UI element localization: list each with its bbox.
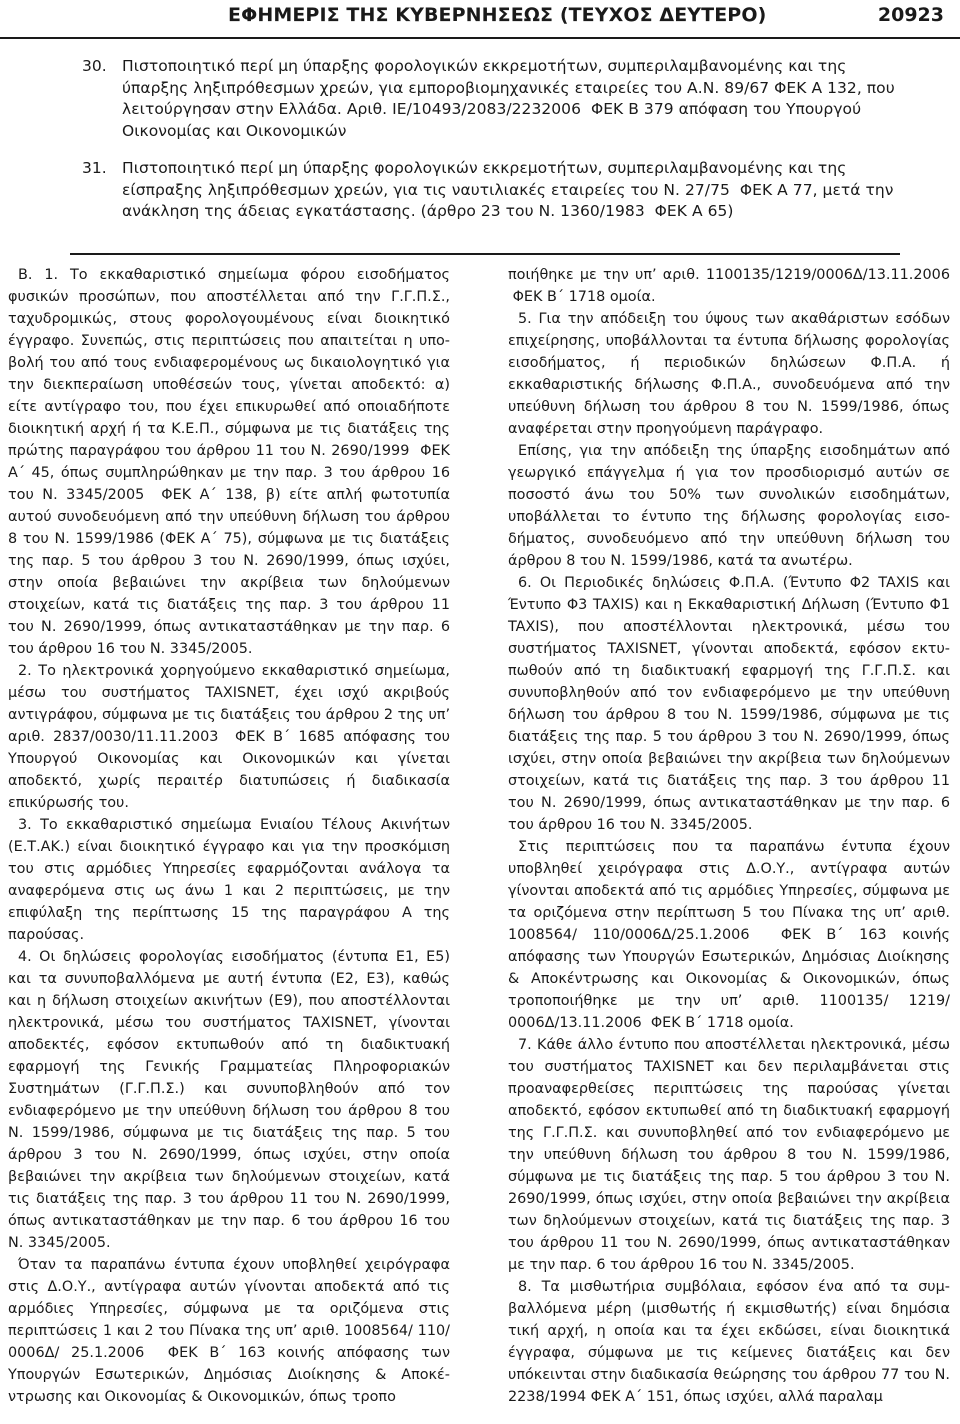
paragraph: 3. Το εκκαθαριστικό σημείωμα Ενιαίου Τέλους Ακινήτων (Ε.Τ.ΑΚ.) είναι διοικητικό έγγραφο και για την προσκόμιση του στις αρμόδιες Υπηρεσίες εφαρμόζονται ανάλογα τα αναφερόμενα στις ως άνω 1 και 2 περιπτώσεις, με την επιφύλαξη της περίπτωσης 15 της παραγράφου Α της παρούσας.	[8, 817, 450, 943]
table-row	[70, 158, 900, 223]
paragraph: 2. Το ηλεκτρονικά χορηγούμενο εκκαθαριστικό σημείωμα, μέσω του συστήματος TAXISNET, έχει ισχύ ακριβούς αντιγράφου, σύμφωνα με τις διατάξεις του άρθρου 2 της υπ’ αριθ. 2837/0030/11.11.2003 ΦΕΚ Β΄ 1685 απόφασης του Υπουργού Οικονομίας και Οικονομικών και γίνεται αποδεκτό, χωρίς περαιτέρ διατυπώσεις ή διαδικασία επικύρωσής του.	[8, 663, 451, 811]
paragraph: ποιήθηκε με την υπ’ αριθ. 1100135/1219/0006Δ/13.11.2006 ΦΕΚ Β΄ 1718 ομοία.	[508, 267, 950, 305]
table-items	[70, 56, 900, 239]
table-bottom-divider	[70, 253, 900, 255]
gazette-title: ΕΦΗΜΕΡΙΣ ΤΗΣ ΚΥΒΕΡΝΗΣΕΩΣ (ΤΕΥΧΟΣ ΔΕΥΤΕΡΟ)	[228, 4, 767, 26]
paragraph: Επίσης, για την απόδειξη της ύπαρξης εισοδημάτων από γεωργικό επάγγελμα ή για τον προσδιορισμό αυτών σε ποσοστό άνω του 50% των συνολικών εισοδημάτων, υποβάλλεται το έντυπο της δήλωσης φορολογίας εισοδήματος, συνοδευόμενο από την υπεύθυνη δήλωση του άρθρου 8 του Ν. 1599/1986, κατά τα ανωτέρω.	[508, 443, 950, 569]
right-column	[508, 264, 950, 1408]
paragraph: Β. 1. Το εκκαθαριστικό σημείωμα φόρου εισοδήματος φυσικών προσώπων, που αποστέλλεται από την Γ.Γ.Π.Σ., ταχυδρομικώς, στους φορολογουμένους είναι διοικητικό έγγραφο. Συνεπώς, στις περιπτώσεις που απαιτείται η υποβολή του από τους ενδιαφερομένους ως δικαιολογητικό για την διεκπεραίωση υποθέσεών τους, γίνεται αποδεκτό: α) είτε αντίγραφο του, που έχει επικυρωθεί από οποιαδήποτε διοικητική αρχή ή τα Κ.Ε.Π., σύμφωνα με τις διατάξεις της πρώτης παραγράφου του άρθρου 11 του Ν. 2690/1999 ΦΕΚ Α΄ 45, όπως συμπληρώθηκαν με την παρ. 3 του άρθρου 16 του Ν. 3345/2005 ΦΕΚ Α΄ 138, β) είτε απλή φωτοτυπία αυτού συνοδευόμενη από την υπεύθυνη δήλωση του άρθρου 8 του Ν. 1599/1986 (ΦΕΚ Α΄ 75), σύμφωνα με τις διατάξεις της παρ. 5 του άρθρου 3 του Ν. 2690/1999, όπως ισχύει, στην οποία βεβαιώνει την ακρίβεια των δηλούμενων στοιχείων, κατά τις διατάξεις της παρ. 3 του άρθρου 11 του Ν. 2690/1999, όπως αντικαταστάθηκαν με την παρ. 6 του άρθρου 16 του Ν. 3345/2005.	[8, 267, 450, 657]
paragraph: 8. Τα μισθωτήρια συμβόλαια, εφόσον ένα από τα συμβαλλόμενα μέρη (μισθωτής ή εκμισθωτής) είναι δημόσια τική αρχή, η οποία και τα έχει εκδώσει, είναι διοικητικά έγγραφα, σύμφωνα με τις κείμενες διατάξεις και δεν υπόκεινται στην διαδικασία θεώρησης του άρθρου 77 του Ν. 2238/1994 ΦΕΚ Α΄ 151, όπως ισχύει, αλλά παραλαμ	[508, 1279, 950, 1405]
row-text: Πιστοποιητικό περί μη ύπαρξης φορολογικών εκκρεμοτήτων, συμπεριλαμβανομένης και της ύπαρξης ληξιπρόθεσμων χρεών, για εμποροβιομηχανικές εταιρείες του Α.Ν. 89/67 ΦΕΚ Α 132, που λειτούργησαν στην Ελλάδα. Αριθ. ΙΕ/10493/2083/2232006 ΦΕΚ Β 379 απόφαση του Υπουργού Οικονομίας και Οικονομικών	[122, 57, 895, 140]
table-row	[70, 56, 900, 142]
left-column	[8, 264, 450, 1408]
row-number: 30.	[82, 57, 107, 75]
paragraph: 5. Για την απόδειξη του ύψους των ακαθάριστων εσόδων επιχείρησης, υποβάλλονται τα έντυπα δήλωσης φορολογίας εισοδήματος, ή περιοδικών δηλώσεων Φ.Π.Α. ή εκκαθαριστικής δήλωσης Φ.Π.Α., συνοδευόμενα από την υπεύθυνη δήλωση του άρθρου 8 του Ν. 1599/1986, όπως αναφέρεται στην προηγούμενη παράγραφο.	[508, 311, 950, 437]
header-divider	[0, 37, 960, 39]
row-text: Πιστοποιητικό περί μη ύπαρξης φορολογικών εκκρεμοτήτων, συμπεριλαμβανομένης και της είσπραξης ληξιπρόθεσμων χρεών, για τις ναυτιλιακές εταιρείες του Ν. 27/75 ΦΕΚ Α 77, μετά την ανάκληση της άδειας εγκατάστασης. (άρθρο 23 του Ν. 1360/1983 ΦΕΚ Α 65)	[122, 159, 894, 220]
paragraph: Όταν τα παραπάνω έντυπα έχουν υποβληθεί χειρόγραφα στις Δ.Ο.Υ., αντίγραφα αυτών γίνονται αποδεκτά από τις αρμόδιες Υπηρεσίες, σύμφωνα με τα οριζόμενα στις περιπτώσεις 1 και 2 του Πίνακα της υπ’ αριθ. 1008564/ 110/ 0006Δ/ 25.1.2006 ΦΕΚ Β΄ 163 κοινής απόφασης των Υπουργών Εσωτερικών, Δημόσιας Διοίκησης & Αποκέντρωσης και Οικονομίας & Οικονομικών, όπως τροπο	[8, 1257, 450, 1405]
row-number: 31.	[82, 159, 107, 177]
page-header	[0, 0, 960, 40]
paragraph: 4. Οι δηλώσεις φορολογίας εισοδήματος (έντυπα Ε1, Ε5) και τα συνυποβαλλόμενα με αυτή έντυπα (Ε2, Ε3), καθώς και η δήλωση στοιχείων ακινήτων (Ε9), που αποστέλλονται ηλεκτρονικά, μέσω του συστήματος TAXISNET, γίνονται αποδεκτές, εφόσον εκτυπωθούν από τη διαδικτυακή εφαρμογή της Γενικής Γραμματείας Πληροφοριακών Συστημάτων (Γ.Γ.Π.Σ.) και συνυποβληθούν από τον ενδιαφερόμενο με την υπεύθυνη δήλωση του άρθρου 8 του Ν. 1599/1986, σύμφωνα με τις διατάξεις της παρ. 5 του άρθρου 3 του Ν. 2690/1999, όπως ισχύει, στην οποία βεβαιώνει την ακρίβεια των δηλούμενων στοιχείων, κατά τις διατάξεις της παρ. 3 του άρθρου 11 του Ν. 2690/1999, όπως αντικαταστάθηκαν με την παρ. 6 του άρθρου 16 του Ν. 3345/2005.	[8, 949, 450, 1251]
page-number: 20923	[877, 4, 944, 26]
paragraph: 7. Κάθε άλλο έντυπο που αποστέλλεται ηλεκτρονικά, μέσω του συστήματος TAXISNET και δεν περιλαμβάνεται στις προαναφερθείσες περιπτώσεις της παρούσας γίνεται αποδεκτό, εφόσον εκτυπωθεί από τη διαδικτυακή εφαρμογή της Γ.Γ.Π.Σ. και συνυποβληθεί από τον ενδιαφερόμενο με την υπεύθυνη δήλωση του άρθρου 8 του Ν. 1599/1986, σύμφωνα με τις διατάξεις της παρ. 5 του άρθρου 3 του Ν. 2690/1999, όπως ισχύει, στην οποία βεβαιώνει την ακρίβεια των δηλούμενων στοιχείων, κατά τις διατάξεις της παρ. 3 του άρθρου 11 του Ν. 2690/1999, όπως αντικαταστάθηκαν με την παρ. 6 του άρθρου 16 του Ν. 3345/2005.	[508, 1037, 950, 1273]
paragraph: Στις περιπτώσεις που τα παραπάνω έντυπα έχουν υποβληθεί χειρόγραφα στις Δ.Ο.Υ., αντίγραφα αυτών γίνονται αποδεκτά από τις αρμόδιες Υπηρεσίες, σύμφωνα με τα οριζόμενα στην περίπτωση 5 του Πίνακα της υπ’ αριθ. 1008564/ 110/0006Δ/25.1.2006 ΦΕΚ Β΄ 163 κοινής απόφασης των Υπουργών Εσωτερικών, Δημόσιας Διοίκησης & Αποκέντρωσης και Οικονομίας & Οικονομικών, όπως τροποποιήθηκε με την υπ’ αριθ. 1100135/ 1219/ 0006Δ/13.11.2006 ΦΕΚ Β΄ 1718 ομοία.	[508, 839, 950, 1031]
paragraph: 6. Οι Περιοδικές δηλώσεις Φ.Π.Α. (Έντυπο Φ2 TAXIS και Έντυπο Φ3 TAXIS) και η Εκκαθαριστική Δήλωση (Έντυπο Φ1 TAXIS), που αποστέλλονται ηλεκτρονικά, μέσω του συστήματος TAXISNET, γίνονται αποδεκτά, εφόσον εκτυπωθούν από τη διαδικτυακή εφαρμογή της Γ.Γ.Π.Σ. και συνυποβληθούν από τον ενδιαφερόμενο με την υπεύθυνη δήλωση του άρθρου 8 του Ν. 1599/1986, σύμφωνα με τις διατάξεις της παρ. 5 του άρθρου 3 του Ν. 2690/1999, όπως ισχύει, στην οποία βεβαιώνει την ακρίβεια των δηλούμενων στοιχείων, κατά τις διατάξεις της παρ. 3 του άρθρου 11 του Ν. 2690/1999, όπως αντικαταστάθηκαν με την παρ. 6 του άρθρου 16 του Ν. 3345/2005.	[508, 575, 950, 833]
